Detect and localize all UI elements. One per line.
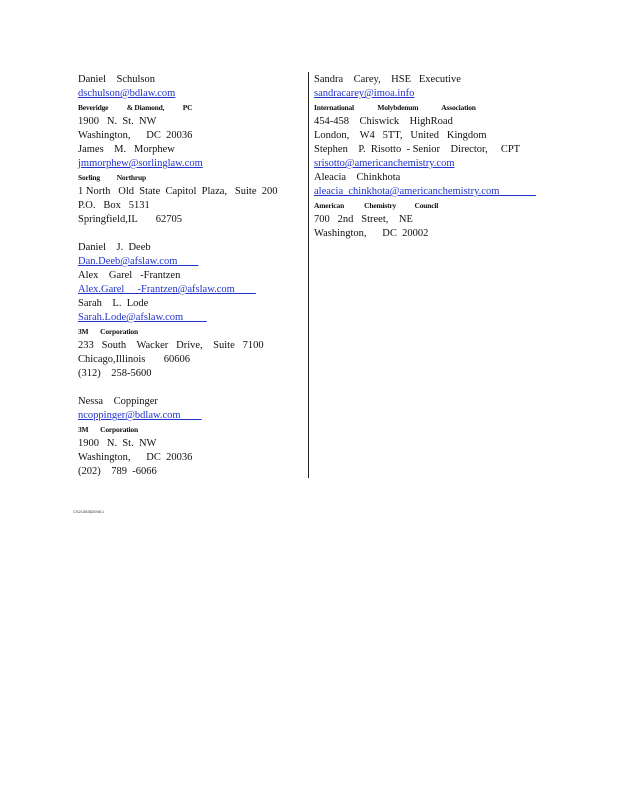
address-line: P.O. Box 5131 (78, 200, 150, 211)
address-line: Washington, DC 20036 (78, 130, 193, 141)
email-link[interactable]: jmmorphew@sorlinglaw.com (78, 158, 203, 169)
organization-name: American Chemistry Council (314, 201, 439, 210)
organization-name: Beveridge & Diamond, PC (78, 103, 193, 112)
email-link[interactable]: dschulson@bdlaw.com (78, 88, 176, 99)
contact-name: Daniel J. Deeb (78, 242, 151, 253)
organization-name: International Molybdenum Association (314, 103, 476, 112)
address-line: Springfield,IL 62705 (78, 214, 183, 225)
email-link[interactable]: Sarah.Lode@afslaw.com (78, 312, 207, 323)
email-link[interactable]: Alex.Garel -Frantzen@afslaw.com (78, 284, 256, 295)
address-line: 1 North Old State Capitol Plaza, Suite 200 (78, 186, 278, 197)
address-line: 1900 N. St. NW (78, 116, 157, 127)
spacer (78, 227, 302, 241)
address-line: 1900 N. St. NW (78, 438, 157, 449)
address-line: 454-458 Chiswick HighRoad (314, 116, 453, 127)
contact-name: Nessa Coppinger (78, 396, 158, 407)
address-line: Washington, DC 20036 (78, 452, 193, 463)
organization-name: Sorling Northrup (78, 173, 146, 182)
contact-name: Sandra Carey, HSE Executive (314, 74, 461, 85)
email-link[interactable]: Dan.Deeb@afslaw.com (78, 256, 199, 267)
phone-number: (202) 789 -6066 (78, 466, 157, 477)
address-line: Washington, DC 20002 (314, 228, 429, 239)
phone-number: (312) 258-5600 (78, 368, 152, 379)
service-list-left-column (78, 73, 302, 479)
service-list-right-column (314, 73, 537, 241)
address-line: 233 South Wacker Drive, Suite 7100 (78, 340, 264, 351)
address-line: 700 2nd Street, NE (314, 214, 413, 225)
address-line: London, W4 5TT, United Kingdom (314, 130, 487, 141)
email-link[interactable]: srisotto@americanchemistry.com (314, 158, 455, 169)
contact-name: Daniel Schulson (78, 74, 155, 85)
spacer (78, 381, 302, 395)
email-link[interactable]: aleacia_chinkhota@americanchemistry.com (314, 186, 537, 197)
organization-name: 3M Corporation (78, 425, 138, 434)
document-id-code: CS2136382098.1 (73, 509, 105, 514)
organization-name: 3M Corporation (78, 327, 138, 336)
address-line: Chicago,Illinois 60606 (78, 354, 190, 365)
email-link[interactable]: sandracarey@imoa.info (314, 88, 415, 99)
contact-name: Alex Garel -Frantzen (78, 270, 181, 281)
contact-name: Stephen P. Risotto - Senior Director, CPT (314, 144, 521, 155)
contact-name: James M. Morphew (78, 144, 175, 155)
contact-name: Aleacia Chinkhota (314, 172, 401, 183)
email-link[interactable]: ncoppinger@bdlaw.com (78, 410, 202, 421)
contact-name: Sarah L. Lode (78, 298, 149, 309)
column-divider (308, 72, 309, 478)
